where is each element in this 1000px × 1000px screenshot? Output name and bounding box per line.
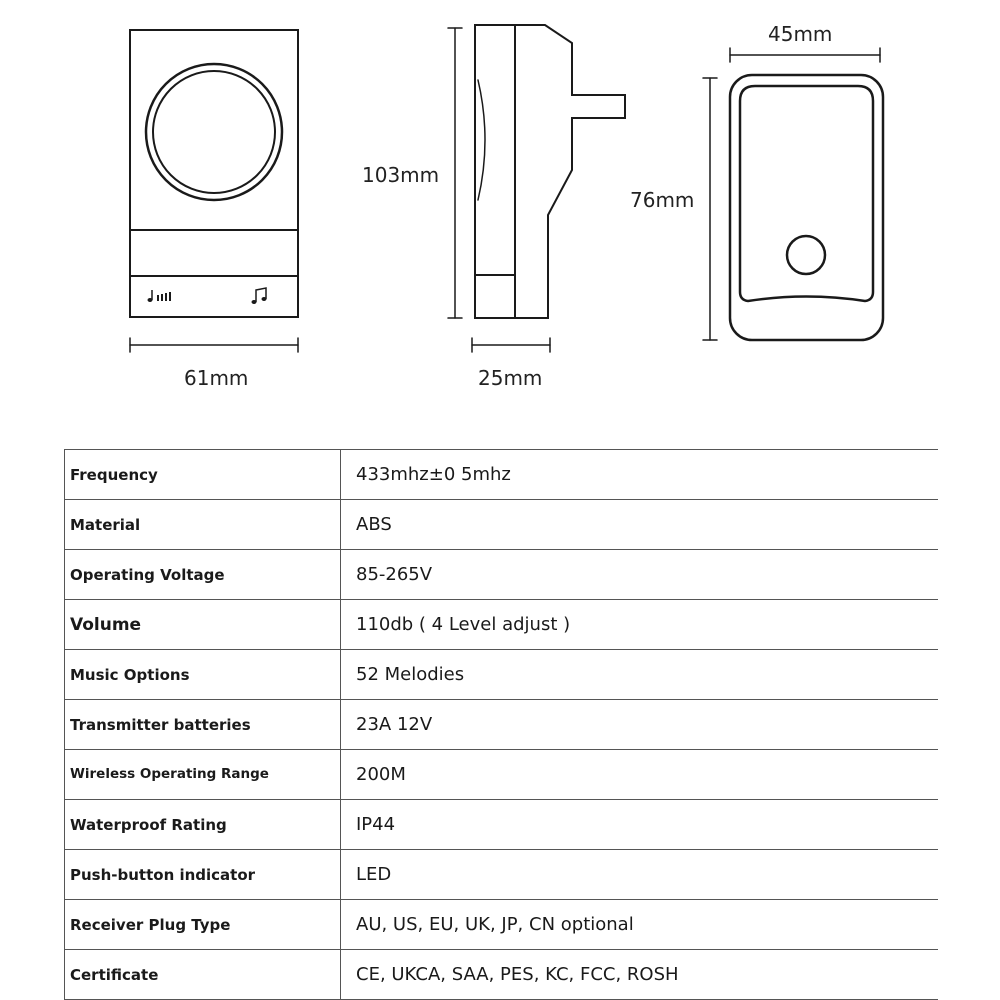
spec-label: Music Options: [65, 650, 341, 700]
spec-label: Certificate: [65, 950, 341, 1000]
spec-label: Volume: [65, 600, 341, 650]
transmitter-height-label: 76mm: [630, 188, 695, 212]
front-width-dimension: [130, 338, 298, 352]
spec-value: ABS: [341, 500, 939, 550]
side-depth-dimension: [472, 338, 550, 352]
spec-value: 23A 12V: [341, 700, 939, 750]
spec-table: [64, 449, 938, 1000]
table-row: [65, 950, 939, 1000]
side-height-dimension: [448, 28, 462, 318]
spec-label: Transmitter batteries: [65, 700, 341, 750]
table-row: [65, 800, 939, 850]
spec-value: LED: [341, 850, 939, 900]
spec-label: Wireless Operating Range: [65, 750, 341, 800]
volume-bars-icon: [148, 290, 172, 302]
spec-value: 85-265V: [341, 550, 939, 600]
spec-value: IP44: [341, 800, 939, 850]
spec-label: Operating Voltage: [65, 550, 341, 600]
receiver-front-view: [130, 30, 298, 317]
transmitter-width-dimension: [730, 48, 880, 62]
spec-label: Push-button indicator: [65, 850, 341, 900]
spec-value: 433mhz±0 5mhz: [341, 450, 939, 500]
table-row: [65, 750, 939, 800]
product-dimension-drawing: [0, 0, 1000, 420]
spec-label: Material: [65, 500, 341, 550]
spec-value: AU, US, EU, UK, JP, CN optional: [341, 900, 939, 950]
table-row: [65, 850, 939, 900]
table-row: [65, 500, 939, 550]
receiver-side-view: [475, 25, 625, 318]
spec-value: 110db ( 4 Level adjust ): [341, 600, 939, 650]
transmitter-height-dimension: [703, 78, 717, 340]
spec-label: Waterproof Rating: [65, 800, 341, 850]
front-width-label: 61mm: [184, 366, 249, 390]
transmitter-width-label: 45mm: [768, 22, 833, 46]
side-height-label: 103mm: [362, 163, 440, 187]
music-note-icon: [252, 288, 267, 304]
table-row: [65, 450, 939, 500]
table-row: [65, 550, 939, 600]
table-row: [65, 900, 939, 950]
table-row: [65, 700, 939, 750]
side-depth-label: 25mm: [478, 366, 543, 390]
table-row: [65, 600, 939, 650]
spec-label: Receiver Plug Type: [65, 900, 341, 950]
spec-label: Frequency: [65, 450, 341, 500]
transmitter-view: [730, 75, 883, 340]
spec-value: 52 Melodies: [341, 650, 939, 700]
spec-value: CE, UKCA, SAA, PES, KC, FCC, ROSH: [341, 950, 939, 1000]
table-row: [65, 650, 939, 700]
spec-value: 200M: [341, 750, 939, 800]
